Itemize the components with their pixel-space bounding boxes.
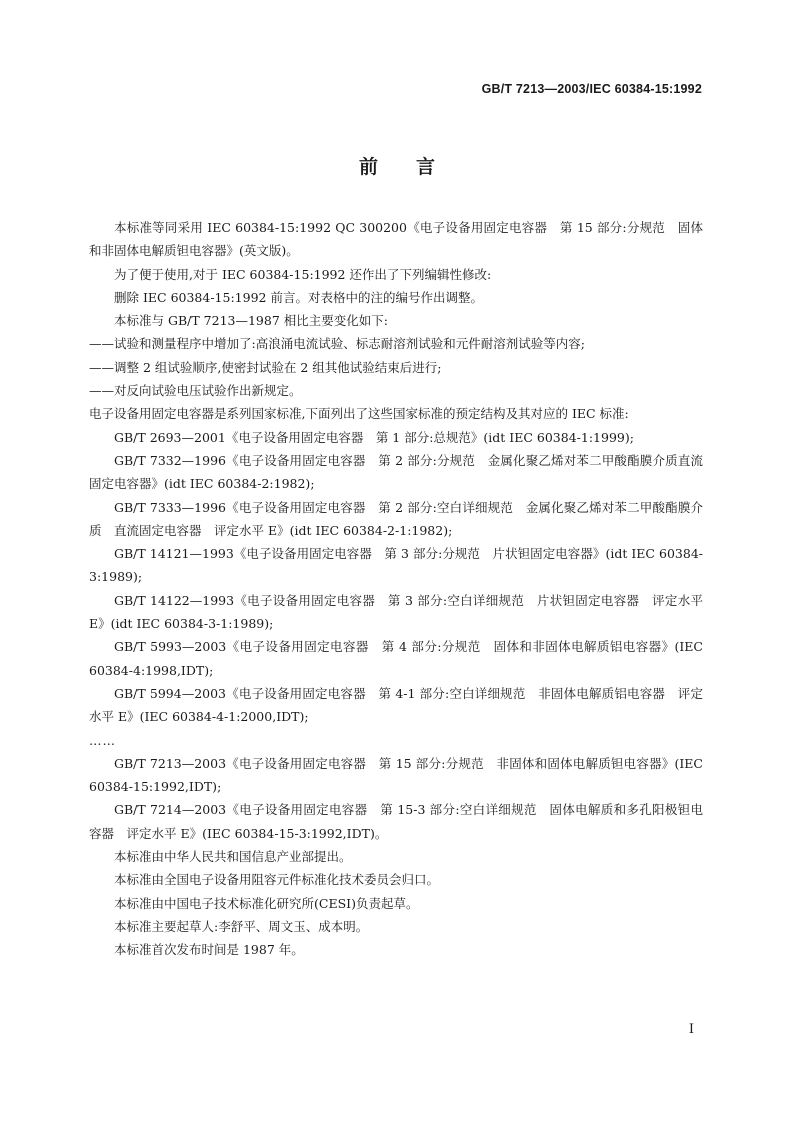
paragraph: 删除 IEC 60384-15:1992 前言。对表格中的注的编号作出调整。 bbox=[114, 289, 483, 305]
standard-reference: GB/T 7214—2003《电子设备用固定电容器 第 15-3 部分:空白详细规范 固体电解质和多孔阳极钽电容器 评定水平 E》(IEC 60384-15-3:1992,IDT)。 bbox=[89, 802, 703, 841]
paragraph: 本标准主要起草人:李舒平、周文玉、成本明。 bbox=[114, 918, 369, 934]
standard-reference: GB/T 14121—1993《电子设备用固定电容器 第 3 部分:分规范 片状钽固定电容器》(idt IEC 60384-3:1989); bbox=[89, 546, 703, 585]
paragraph: 本标准与 GB/T 7213—1987 相比主要变化如下: bbox=[114, 313, 388, 329]
list-item: ——对反向试验电压试验作出新规定。 bbox=[89, 383, 302, 399]
document-body bbox=[89, 216, 703, 962]
title-char-1: 前 bbox=[358, 156, 378, 178]
page-title bbox=[0, 152, 794, 179]
standard-code-header: GB/T 7213—2003/IEC 60384-15:1992 bbox=[481, 82, 702, 96]
paragraph: 为了便于使用,对于 IEC 60384-15:1992 还作出了下列编辑性修改: bbox=[114, 266, 492, 282]
page-number: I bbox=[688, 1022, 694, 1037]
standard-reference: GB/T 7332—1996《电子设备用固定电容器 第 2 部分:分规范 金属化聚乙烯对苯二甲酸酯膜介质直流固定电容器》(idt IEC 60384-2:1982); bbox=[89, 452, 703, 492]
standard-reference: GB/T 5994—2003《电子设备用固定电容器 第 4-1 部分:空白详细规范 非固体电解质铝电容器 评定水平 E》(IEC 60384-4-1:2000,IDT); bbox=[89, 685, 703, 725]
standard-reference: GB/T 7333—1996《电子设备用固定电容器 第 2 部分:空白详细规范 金属化聚乙烯对苯二甲酸酯膜介质 直流固定电容器 评定水平 E》(idt IEC 60384-2-1:1982); bbox=[89, 499, 703, 538]
paragraph: 电子设备用固定电容器是系列国家标准,下面列出了这些国家标准的预定结构及其对应的 IEC 标准: bbox=[89, 406, 629, 422]
standard-reference: GB/T 5993—2003《电子设备用固定电容器 第 4 部分:分规范 固体和非固体电解质铝电容器》(IEC 60384-4:1998,IDT); bbox=[89, 639, 703, 678]
list-item: ——试验和测量程序中增加了:高浪涌电流试验、标志耐溶剂试验和元件耐溶剂试验等内容; bbox=[89, 336, 585, 352]
paragraph: 本标准等同采用 IEC 60384-15:1992 QC 300200《电子设备用固定电容器 第 15 部分:分规范 固体和非固体电解质钽电容器》(英文版)。 bbox=[89, 220, 703, 259]
standard-reference: GB/T 2693—2001《电子设备用固定电容器 第 1 部分:总规范》(idt IEC 60384-1:1999); bbox=[114, 429, 634, 445]
ellipsis: …… bbox=[89, 732, 116, 748]
paragraph: 本标准由全国电子设备用阻容元件标准化技术委员会归口。 bbox=[114, 872, 440, 888]
paragraph: 本标准首次发布时间是 1987 年。 bbox=[114, 942, 304, 958]
standard-reference: GB/T 14122—1993《电子设备用固定电容器 第 3 部分:空白详细规范 片状钽固定电容器 评定水平 E》(idt IEC 60384-3-1:1989); bbox=[89, 592, 703, 632]
paragraph: 本标准由中华人民共和国信息产业部提出。 bbox=[114, 849, 352, 865]
paragraph: 本标准由中国电子技术标准化研究所(CESI)负责起草。 bbox=[114, 895, 419, 911]
list-item: ——调整 2 组试验顺序,使密封试验在 2 组其他试验结束后进行; bbox=[89, 359, 442, 375]
title-char-2: 言 bbox=[416, 156, 436, 178]
standard-reference: GB/T 7213—2003《电子设备用固定电容器 第 15 部分:分规范 非固体和固体电解质钽电容器》(IEC 60384-15:1992,IDT); bbox=[89, 755, 703, 795]
